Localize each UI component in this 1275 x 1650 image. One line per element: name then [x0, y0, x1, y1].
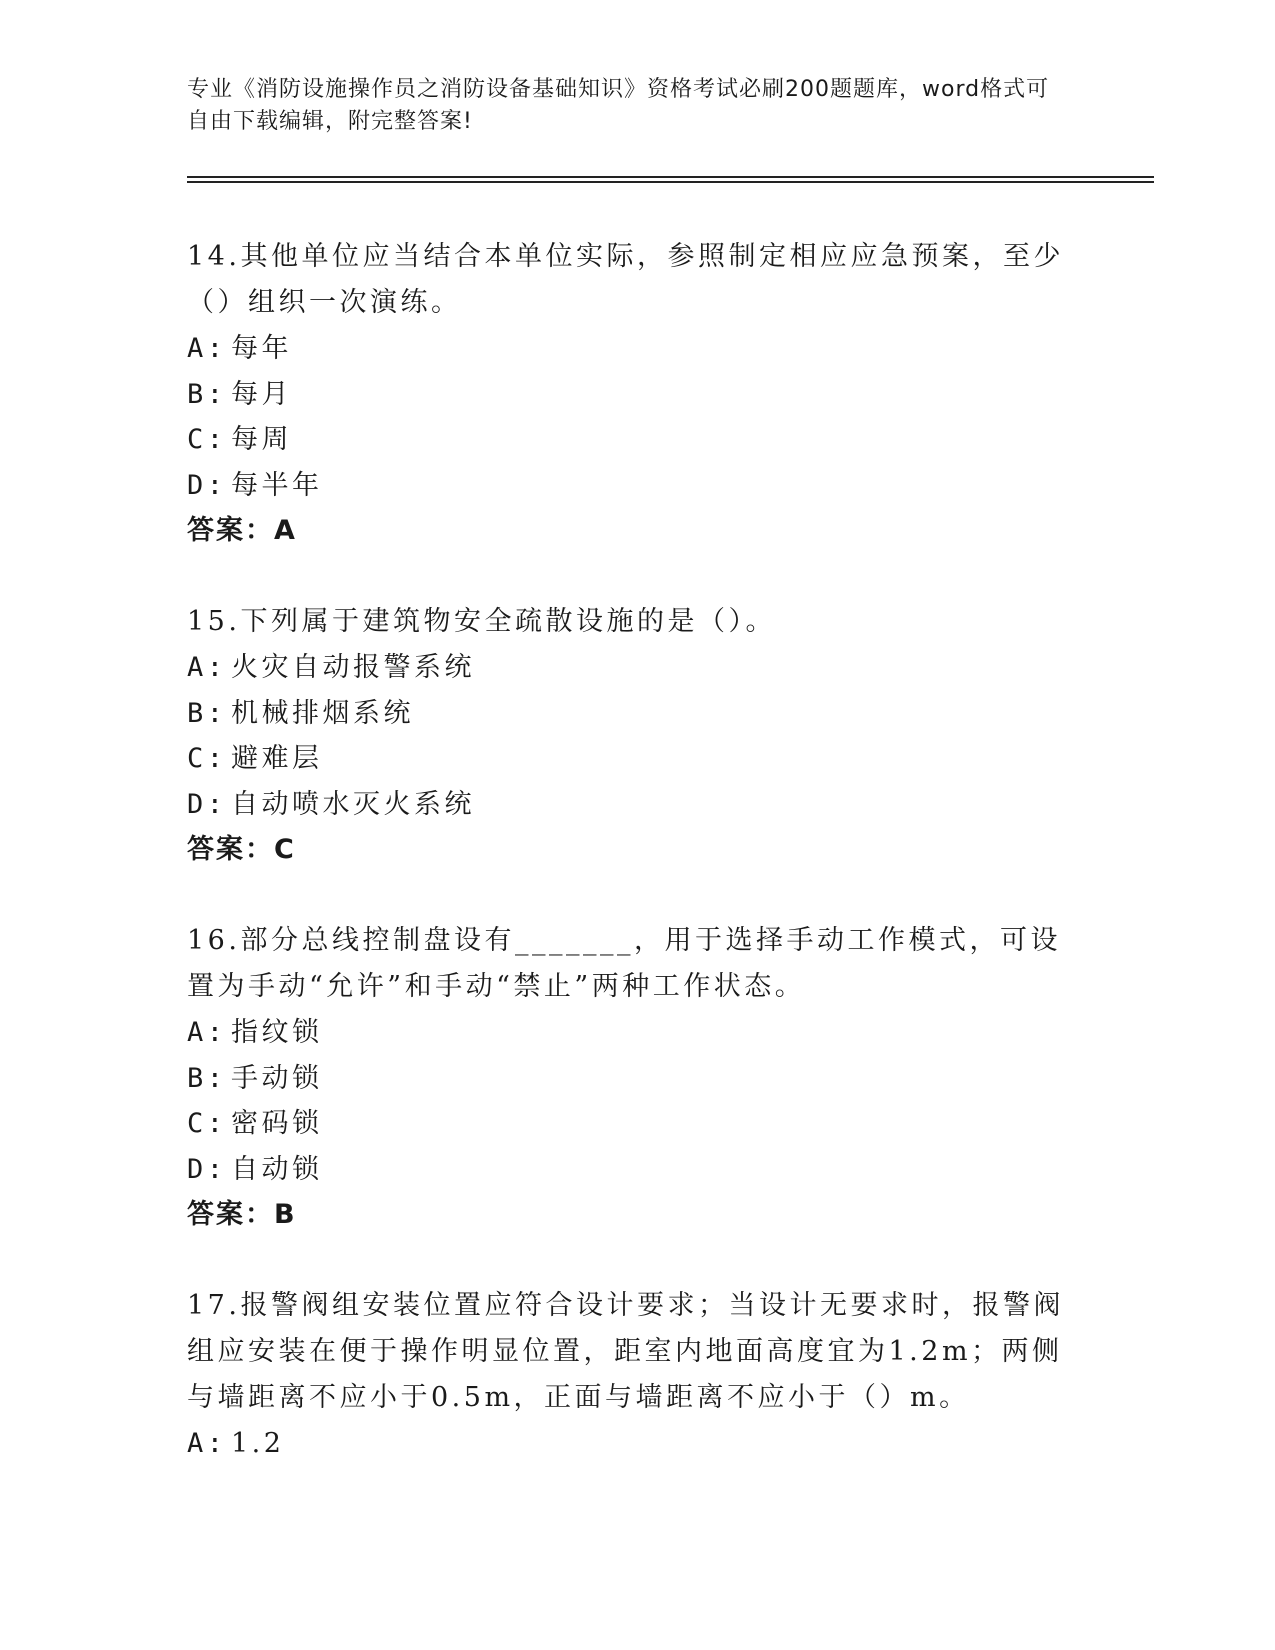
- question-stem: 16.部分总线控制盘设有_______，用于选择手动工作模式，可设置为手动“允许”和手动“禁止”两种工作状态。: [187, 925, 1061, 1002]
- option-a: [187, 645, 1067, 691]
- option-text: 火灾自动报警系统: [231, 652, 475, 683]
- answer-line: 答案：B: [187, 1199, 297, 1230]
- document-header: 专业《消防设施操作员之消防设备基础知识》资格考试必刷200题题库，word格式可自由下载编辑，附完整答案!: [187, 77, 1050, 134]
- option-c: [187, 417, 1067, 463]
- option-letter: C:: [187, 1108, 227, 1139]
- option-text: 指纹锁: [231, 1017, 323, 1048]
- option-a: [187, 1421, 1067, 1467]
- option-letter: B:: [187, 378, 227, 410]
- option-letter: A:: [187, 652, 227, 683]
- option-b: [187, 1056, 1067, 1102]
- option-letter: D:: [187, 788, 227, 820]
- option-text: 避难层: [231, 743, 323, 774]
- option-letter: B:: [187, 1062, 227, 1094]
- question-list: [187, 234, 1067, 1512]
- option-c: [187, 736, 1067, 782]
- option-text: 密码锁: [231, 1108, 323, 1139]
- option-letter: D:: [187, 1153, 227, 1185]
- answer-line: 答案：C: [187, 834, 296, 865]
- option-text: 每半年: [231, 469, 323, 501]
- question-17: [187, 1283, 1067, 1467]
- option-text: 每周: [231, 424, 292, 455]
- answer-line: 答案：A: [187, 515, 297, 546]
- option-text: 机械排烟系统: [231, 697, 414, 729]
- option-a: [187, 1010, 1067, 1056]
- option-text: 每年: [231, 333, 292, 364]
- header-divider-top: [187, 176, 1154, 178]
- option-text: 手动锁: [231, 1062, 323, 1094]
- option-text: 自动喷水灭火系统: [231, 788, 475, 820]
- option-letter: A:: [187, 333, 227, 364]
- question-stem: 17.报警阀组安装位置应符合设计要求；当设计无要求时，报警阀组应安装在便于操作明显位置，距室内地面高度宜为1.2m；两侧与墙距离不应小于0.5m，正面与墙距离不应小于（）m。: [187, 1290, 1064, 1413]
- option-letter: C:: [187, 424, 227, 455]
- option-letter: A:: [187, 1428, 227, 1459]
- question-15: [187, 599, 1067, 873]
- option-b: [187, 691, 1067, 737]
- header-divider-bottom: [187, 181, 1154, 183]
- option-d: [187, 1147, 1067, 1193]
- option-text: 1.2: [231, 1428, 285, 1459]
- option-letter: B:: [187, 697, 227, 729]
- option-d: [187, 463, 1067, 509]
- option-b: [187, 372, 1067, 418]
- option-text: 每月: [231, 378, 292, 410]
- question-14: [187, 234, 1067, 554]
- option-d: [187, 782, 1067, 828]
- question-stem: 14.其他单位应当结合本单位实际，参照制定相应应急预案，至少（）组织一次演练。: [187, 241, 1064, 318]
- option-letter: C:: [187, 743, 227, 774]
- option-a: [187, 326, 1067, 372]
- question-stem: 15.下列属于建筑物安全疏散设施的是（）。: [187, 606, 776, 637]
- option-text: 自动锁: [231, 1153, 323, 1185]
- option-c: [187, 1101, 1067, 1147]
- option-letter: D:: [187, 469, 227, 501]
- question-16: [187, 918, 1067, 1238]
- option-letter: A:: [187, 1017, 227, 1048]
